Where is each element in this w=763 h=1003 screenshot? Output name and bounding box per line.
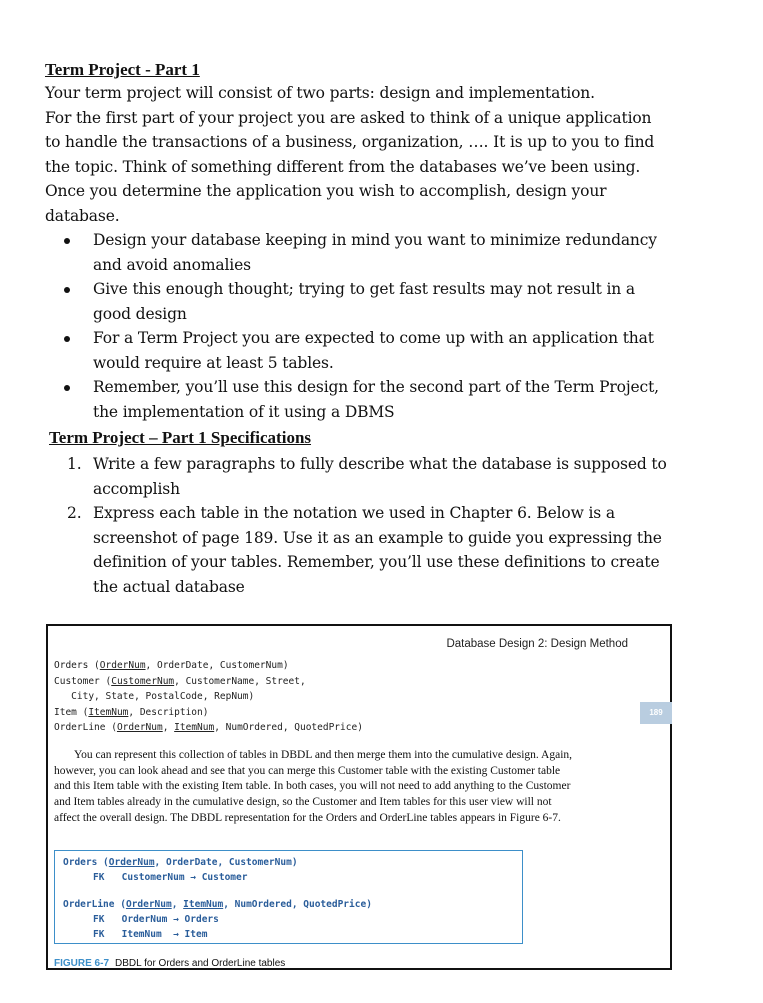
page-number-tab: 189 (640, 702, 672, 724)
step-line: screenshot of page 189. Use it as an example to guide you expressing the (93, 528, 662, 547)
bullet-line: and avoid anomalies (93, 255, 251, 274)
dbdl-orderline-fk1: FK OrderNum → Orders (93, 914, 219, 925)
list-item (45, 501, 685, 599)
specs-list (45, 452, 685, 599)
bullet-icon (64, 287, 70, 293)
dbdl-orders-fk: FK CustomerNum → Customer (93, 872, 248, 883)
relation-customer: Customer (CustomerNum, CustomerName, Street, (54, 675, 306, 687)
bullet-line: the implementation of it using a DBMS (93, 402, 395, 421)
bullet-list (45, 228, 685, 424)
relation-item: Item (ItemNum, Description) (54, 706, 209, 718)
bullet-icon (64, 336, 70, 342)
caption-text: DBDL for Orders and OrderLine tables (115, 958, 286, 969)
intro-line: Your term project will consist of two parts: design and implementation. (45, 84, 595, 102)
paragraph-line: and Item tables already in the cumulative design, so the Customer and Item tables for this user view will not (54, 796, 552, 809)
intro-section (45, 58, 685, 424)
paragraph-line: and this Item table with the existing Item table. In both cases, you will not need to add anything to the Customer (54, 780, 571, 793)
paragraph-line: You can represent this collection of tables in DBDL and then merge them into the cumulative design. Again, (74, 749, 573, 761)
dbdl-box (54, 850, 523, 944)
bullet-line: good design (93, 304, 187, 323)
textbook-screenshot (46, 624, 672, 970)
relation-customer-cont: City, State, PostalCode, RepNum) (71, 691, 255, 702)
step-number: 1. (67, 455, 82, 473)
step-number: 2. (67, 504, 82, 522)
relation-list (54, 658, 363, 736)
list-item (45, 228, 685, 277)
paragraph-line: however, you can look ahead and see that you can merge this Customer table with the existing Customer table (54, 764, 561, 777)
page-title: Term Project - Part 1 (45, 60, 200, 79)
bullet-icon (64, 385, 70, 391)
relation-orderline: OrderLine (OrderNum, ItemNum, NumOrdered, QuotedPrice) (54, 722, 363, 733)
bullet-line: Design your database keeping in mind you want to minimize redundancy (93, 231, 657, 249)
intro-line: to handle the transactions of a business, organization, …. It is up to you to find (45, 133, 655, 151)
intro-line: Once you determine the application you wish to accomplish, design your (45, 182, 607, 200)
list-item (45, 277, 685, 326)
relation-orders: Orders (OrderNum, OrderDate, CustomerNum) (54, 660, 289, 671)
dbdl-orderline: OrderLine (OrderNum, ItemNum, NumOrdered, QuotedPrice) (63, 899, 372, 910)
list-item (45, 452, 685, 501)
dbdl-orderline-fk2: FK ItemNum → Item (93, 929, 208, 940)
intro-line: database. (45, 206, 120, 225)
step-line: the actual database (93, 577, 245, 596)
step-line: Express each table in the notation we used in Chapter 6. Below is a (93, 504, 615, 522)
figure-caption (54, 958, 285, 969)
intro-line: the topic. Think of something different from the databases we’ve been using. (45, 157, 641, 176)
step-line: accomplish (93, 479, 180, 498)
step-line: definition of your tables. Remember, you’ll use these definitions to create (93, 553, 660, 571)
list-item (45, 375, 685, 424)
step-line: Write a few paragraphs to fully describe what the database is supposed to (93, 455, 667, 473)
figure-header: Database Design 2: Design Method (446, 638, 628, 650)
bullet-line: would require at least 5 tables. (93, 353, 334, 372)
bullet-icon (64, 238, 70, 244)
bullet-line: Remember, you’ll use this design for the second part of the Term Project, (93, 378, 659, 396)
figure-label: FIGURE 6-7 (54, 958, 110, 969)
list-item (45, 326, 685, 375)
figure-paragraph (54, 748, 654, 827)
intro-line: For the first part of your project you are asked to think of a unique application (45, 108, 652, 127)
specs-heading: Term Project – Part 1 Specifications (49, 428, 312, 447)
paragraph-line: affect the overall design. The DBDL representation for the Orders and OrderLine tables appears in Figure 6-7. (54, 811, 561, 824)
bullet-line: For a Term Project you are expected to come up with an application that (93, 329, 654, 347)
bullet-line: Give this enough thought; trying to get fast results may not result in a (93, 280, 635, 298)
dbdl-orders: Orders (OrderNum, OrderDate, CustomerNum) (63, 857, 298, 868)
